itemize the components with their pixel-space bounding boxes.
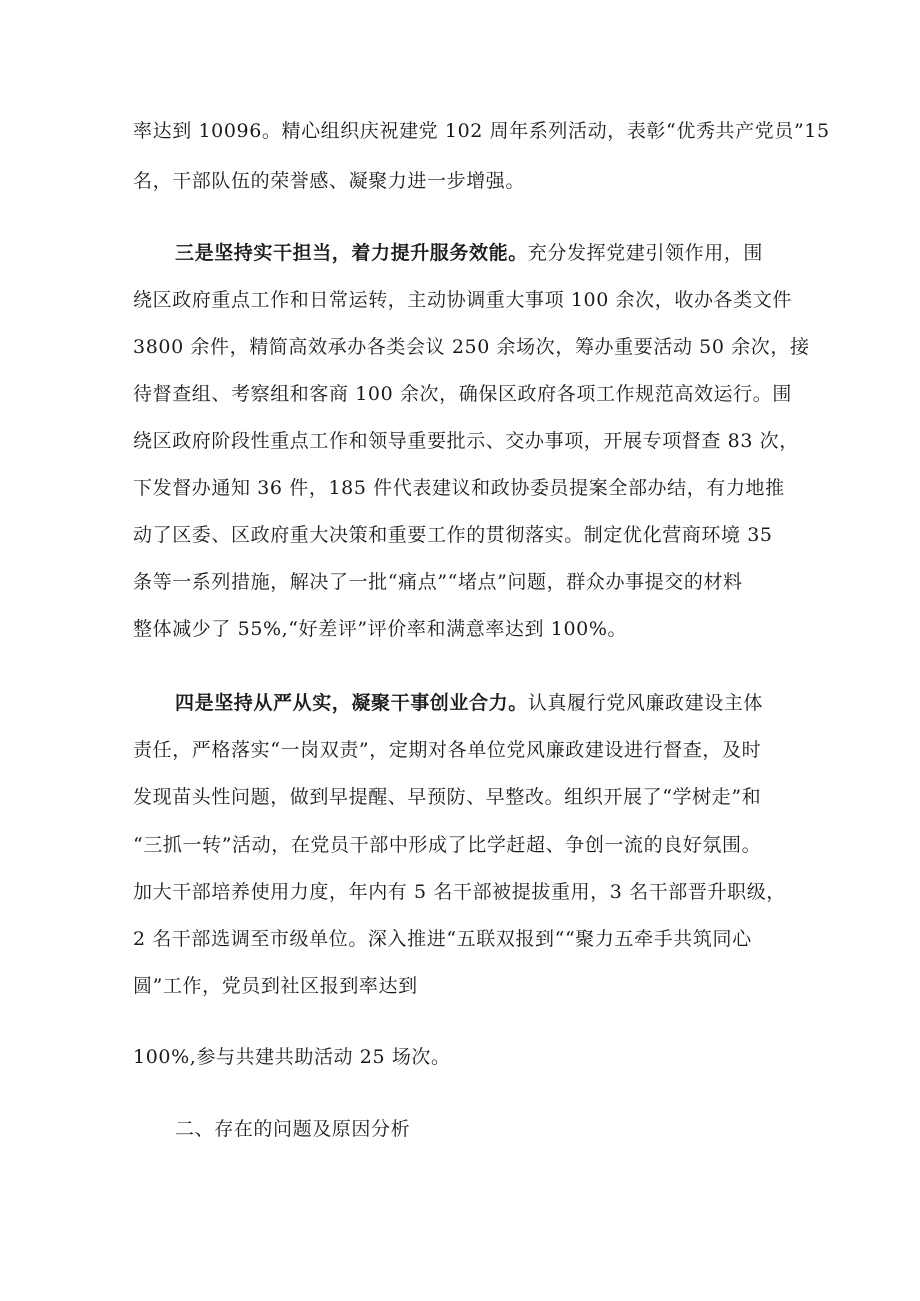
- text-line: 条等一系列措施，解决了一批“痛点”“堵点”问题，群众办事提交的材料: [133, 571, 743, 593]
- paragraph-heading: 四是坚持从严从实，凝聚干事创业合力。: [175, 692, 528, 714]
- text-line: 圆”工作，党员到社区报到率达到: [133, 975, 418, 997]
- text-line: 名，干部队伍的荣誉感、凝聚力进一步增强。: [133, 170, 526, 192]
- paragraph-heading: 三是坚持实干担当，着力提升服务效能。: [175, 242, 528, 264]
- text-line: 3800 余件，精简高效承办各类会议 250 余场次，筹办重要活动 50 余次，接: [133, 336, 810, 358]
- text-line: “三抓一转”活动，在党员干部中形成了比学赶超、争创一流的良好氛围。: [133, 834, 762, 856]
- paragraph-first-line: [175, 690, 813, 716]
- text-line: 动了区委、区政府重大决策和重要工作的贯彻落实。制定优化营商环境 35: [133, 524, 773, 546]
- text-line: 2 名干部选调至市级单位。深入推进“五联双报到““聚力五牵手共筑同心: [133, 928, 752, 950]
- text-span: 充分发挥党建引领作用，围: [527, 242, 764, 264]
- text-line: 下发督办通知 36 件，185 件代表建议和政协委员提案全部办结，有力地推: [133, 477, 785, 499]
- text-line: 加大干部培养使用力度，年内有 5 名干部被提拔重用，3 名干部晋升职级，: [133, 881, 786, 903]
- text-line: 绕区政府重点工作和日常运转，主动协调重大事项 100 余次，收办各类文件: [133, 289, 792, 311]
- text-line: 责任，严格落实“一岗双责”，定期对各单位党风廉政建设进行督查，及时: [133, 739, 762, 761]
- text-line: 待督查组、考察组和客商 100 余次，确保区政府各项工作规范高效运行。围: [133, 383, 792, 405]
- text-line: 100%,参与共建共助活动 25 场次。: [133, 1046, 451, 1068]
- paragraph-first-line: [175, 240, 813, 266]
- text-span: 认真履行党风廉政建设主体: [527, 692, 764, 714]
- text-line: 整体减少了 55%,“好差评”评价率和满意率达到 100%。: [133, 618, 628, 640]
- text-line: 发现苗头性问题，做到早提醒、早预防、早整改。组织开展了“学树走”和: [133, 786, 762, 808]
- text-line: 绕区政府阶段性重点工作和领导重要批示、交办事项，开展专项督查 83 次，: [133, 430, 799, 452]
- text-line: 率达到 10096。精心组织庆祝建党 102 周年系列活动，表彰“优秀共产党员”15: [133, 120, 830, 142]
- section-heading: 二、存在的问题及原因分析: [175, 1118, 411, 1140]
